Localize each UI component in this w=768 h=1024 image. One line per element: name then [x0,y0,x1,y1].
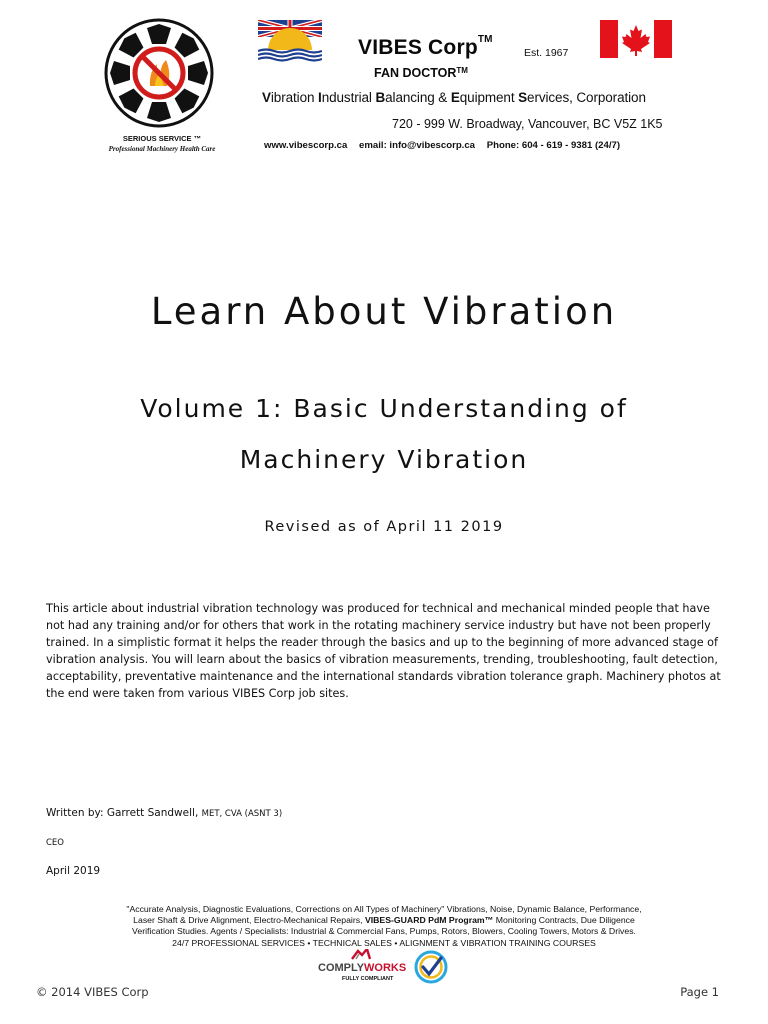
email-link[interactable]: email: info@vibescorp.ca [359,140,476,151]
company-address: 720 - 999 W. Broadway, Vancouver, BC V5Z 1K5 [392,117,663,131]
company-name: VIBES Corp™ [358,34,493,59]
revision-date: Revised as of April 11 2019 [264,519,504,535]
footer-page-number: Page 1 [680,985,719,999]
complyworks-wordmark: COMPLYWORKS [318,962,407,974]
author-role: CEO [46,838,64,848]
vibes-fan-logo-icon [104,16,214,130]
bc-flag-icon [258,20,322,62]
publication-date: April 2019 [46,865,101,877]
website-link[interactable]: www.vibescorp.ca [264,140,348,151]
certification-badge-icon [414,950,448,984]
subtitle-line-2: Machinery Vibration [239,445,529,474]
canada-flag-icon [600,20,672,58]
document-title: Learn About Vibration [150,290,618,333]
abstract-paragraph: This article about industrial vibration technology was produced for technical and mechanical minded people that have not had any training and/or for others that work in the rotating machinery service industry but have not been properly trained. In a simplistic format it helps the reader through the basics and up to the beginning of more advanced stage of vibration analysis. You will learn about the basics of vibration measurements, trending, troubleshooting, fault detection, acceptability, preventative maintenance and the international standards vibration tolerance graph. Machinery photos at the end were taken from various VIBES Corp job sites. [46,602,721,700]
fan-doctor-tagline: FAN DOCTOR™ [374,66,468,80]
established-year: Est. 1967 [524,47,569,59]
company-full-name: Vibration Industrial Balancing & Equipment Services, Corporation [262,90,646,105]
phone-number: Phone: 604 - 619 - 9381 (24/7) [486,140,621,151]
services-description: "Accurate Analysis, Diagnostic Evaluations, Corrections on All Types of Machinery" Vibrations, Noise, Dynamic Balance, Performance, Laser Shaft & Drive Alignment, Electro-Mechanical Repairs, VIBES-GUARD PdM Program™ Monitoring Contracts, Due Diligence Verification Studies. Agents / Specialists: Industrial & Commercial Fans, Pumps, Rotors, Blowers, Cooling Towers, Motors & Drives. 24/7 PROFESSIONAL SERVICES • TECHNICAL SALES • ALIGNMENT & VIBRATION TRAINING COURSES [126,904,642,948]
logo-caption: SERIOUS SERVICE ™ [122,134,202,143]
logo-subcaption: Professional Machinery Health Care [108,145,216,153]
footer-copyright: © 2014 VIBES Corp [36,985,149,999]
author-line: Written by: Garrett Sandwell, MET, CVA (ASNT 3) [46,807,283,819]
complyworks-status: FULLY COMPLIANT [342,976,394,982]
subtitle-line-1: Volume 1: Basic Understanding of [140,394,628,423]
contact-line [264,140,629,151]
